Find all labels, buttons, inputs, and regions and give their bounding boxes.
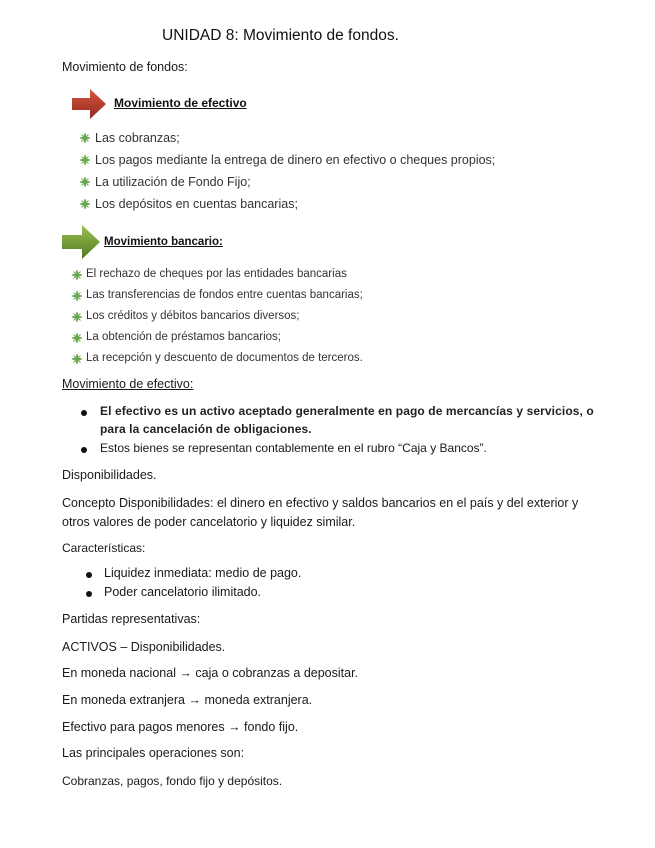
bullet-dot [86,572,92,578]
concepto-line: Concepto Disponibilidades: el dinero en efectivo y saldos bancarios en el país y del exterior y [62,496,579,510]
list-item: La utilización de Fondo Fijo; [95,175,251,189]
star-bullet-icon [72,270,82,280]
bullet-dot [81,410,87,416]
list-item: Las cobranzas; [95,131,180,145]
list-item: El rechazo de cheques por las entidades bancarias [86,268,347,280]
list-item: La obtención de préstamos bancarios; [86,331,281,343]
star-bullet-icon [72,333,82,343]
box2-heading: Movimiento bancario: [104,236,223,248]
section-heading-efectivo: Movimiento de efectivo: [62,377,194,391]
partidas-text: Partidas representativas: [62,612,201,626]
star-bullet-icon [72,312,82,322]
operaciones-text: Cobranzas, pagos, fondo fijo y depósitos. [62,774,283,788]
box1-heading: Movimiento de efectivo [114,96,247,110]
star-bullet-icon [80,155,90,165]
list-item: Los depósitos en cuentas bancarias; [95,197,298,211]
efectivo-bullet-text-cont: para la cancelación de obligaciones. [100,422,312,436]
bullet-dot [81,447,87,453]
list-item: Los créditos y débitos bancarios diversos; [86,310,300,322]
list-item: Los pagos mediante la entrega de dinero en efectivo o cheques propios; [95,153,496,167]
efectivo-bullet-text: El efectivo es un activo aceptado generalmente en pago de mercancías y servicios, o [100,404,594,418]
star-bullet-icon [80,199,90,209]
moneda-nacional-text: En moneda nacional → caja o cobranzas a depositar. [62,666,359,680]
red-arrow-icon [72,89,106,119]
efectivo-pagos-text: Efectivo para pagos menores → fondo fijo. [62,720,299,734]
efectivo-bullet-text: Estos bienes se representan contablemente en el rubro “Caja y Bancos”. [100,441,487,455]
star-bullet-icon [72,291,82,301]
list-item: Las transferencias de fondos entre cuentas bancarias; [86,289,363,301]
concepto-line: otros valores de poder cancelatorio y liquidez similar. [62,515,356,529]
caract-bullet-text: Liquidez inmediata: medio de pago. [104,566,302,580]
bullet-dot [86,591,92,597]
caracteristicas-heading: Características: [62,541,146,555]
list-item: La recepción y descuento de documentos de terceros. [86,352,363,364]
star-bullet-icon [72,354,82,364]
green-arrow-icon [62,225,100,259]
principales-text: Las principales operaciones son: [62,746,245,760]
star-bullet-icon [80,177,90,187]
star-bullet-icon [80,133,90,143]
disponibilidades-heading: Disponibilidades. [62,468,157,482]
caract-bullet-text: Poder cancelatorio ilimitado. [104,585,262,599]
moneda-extranjera-text: En moneda extranjera → moneda extranjera. [62,693,313,707]
intro-text: Movimiento de fondos: [62,60,188,74]
activos-text: ACTIVOS – Disponibilidades. [62,640,226,654]
page-title: UNIDAD 8: Movimiento de fondos. [162,27,399,44]
